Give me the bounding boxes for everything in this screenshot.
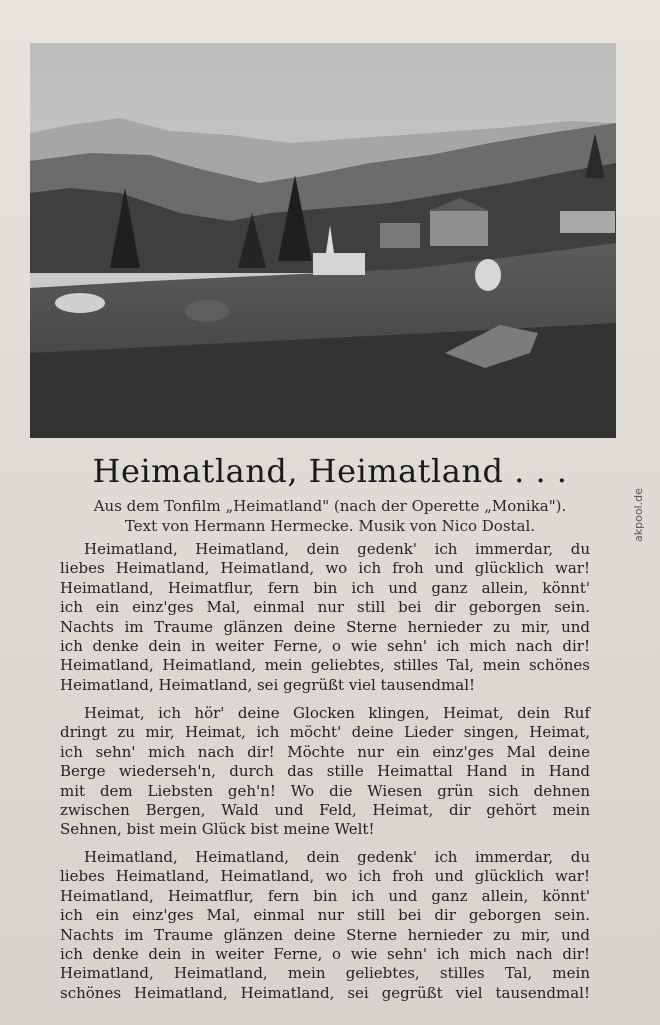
chalet bbox=[430, 211, 488, 246]
watermark: akpool.de bbox=[632, 488, 645, 542]
song-title: Heimatland, Heimatland . . . bbox=[92, 452, 568, 490]
verse-line: Heimatland, Heimatflur, fern bin ich und ganz allein, könnt' bbox=[60, 886, 590, 905]
verse-line: zwischen Bergen, Wald und Feld, Heimat, dir gehört mein bbox=[60, 801, 590, 820]
verse-line: ich ein einz'ges Mal, einmal nur still bei dir geborgen sein. bbox=[60, 906, 590, 925]
verse-line: Heimatland, Heimatflur, fern bin ich und ganz allein, könnt' bbox=[60, 578, 590, 597]
verse-line: Heimatland, Heimatland, mein geliebtes, stilles Tal, mein schönes bbox=[60, 656, 590, 675]
verse-line: ich ein einz'ges Mal, einmal nur still bei dir geborgen sein. bbox=[60, 598, 590, 617]
verse-line: schönes Heimatland, Heimatland, sei gegrüßt viel tausendmal! bbox=[60, 983, 590, 1002]
verse-3 bbox=[60, 848, 590, 1003]
verse-line: liebes Heimatland, Heimatland, wo ich froh und glücklich war! bbox=[60, 559, 590, 578]
verse-line: ich denke dein in weiter Ferne, o wie sehn' ich mich nach dir! bbox=[60, 945, 590, 964]
verse-line: Heimatland, Heimatland, mein geliebtes, stilles Tal, mein bbox=[60, 964, 590, 983]
verse-line: liebes Heimatland, Heimatland, wo ich froh und glücklich war! bbox=[60, 867, 590, 886]
verse-line: ich denke dein in weiter Ferne, o wie sehn' ich mich nach dir! bbox=[60, 637, 590, 656]
verse-line: Berge wiederseh'n, durch das stille Heimattal Hand in Hand bbox=[60, 762, 590, 781]
verse-line: Heimatland, Heimatland, dein gedenk' ich immerdar, du bbox=[84, 540, 590, 558]
cow bbox=[55, 293, 105, 313]
verse-line: Nachts im Traume glänzen deine Sterne hernieder zu mir, und bbox=[60, 925, 590, 944]
verse-2 bbox=[60, 704, 590, 840]
alpine-landscape-photo bbox=[30, 43, 616, 438]
verse-line: mit dem Liebsten geh'n! Wo die Wiesen grün sich dehnen bbox=[60, 781, 590, 800]
verse-line: dringt zu mir, Heimat, ich möcht' deine Lieder singen, Heimat, bbox=[60, 723, 590, 742]
verse-line: ich sehn' mich nach dir! Möchte nur ein einz'ges Mal deine bbox=[60, 742, 590, 761]
verse-line: Heimatland, Heimatland, sei gegrüßt viel tausendmal! bbox=[60, 675, 476, 694]
farmhouse bbox=[560, 211, 615, 233]
landscape-illustration bbox=[30, 43, 616, 438]
film-credit: Aus dem Tonfilm „Heimatland" (nach der Operette „Monika"). bbox=[93, 497, 567, 515]
verse-line: Heimatland, Heimatland, dein gedenk' ich immerdar, du bbox=[84, 848, 590, 866]
verse-line: Sehnen, bist mein Glück bist meine Welt! bbox=[60, 820, 375, 839]
cow bbox=[475, 259, 501, 291]
verse-line: Nachts im Traume glänzen deine Sterne hernieder zu mir, und bbox=[60, 617, 590, 636]
author-credit: Text von Hermann Hermecke. Musik von Nico Dostal. bbox=[124, 517, 536, 535]
chalet bbox=[380, 223, 420, 248]
cow bbox=[185, 300, 229, 322]
verse-1 bbox=[60, 540, 590, 695]
church-building bbox=[313, 253, 365, 275]
verse-line: Heimat, ich hör' deine Glocken klingen, Heimat, dein Ruf bbox=[84, 704, 590, 722]
